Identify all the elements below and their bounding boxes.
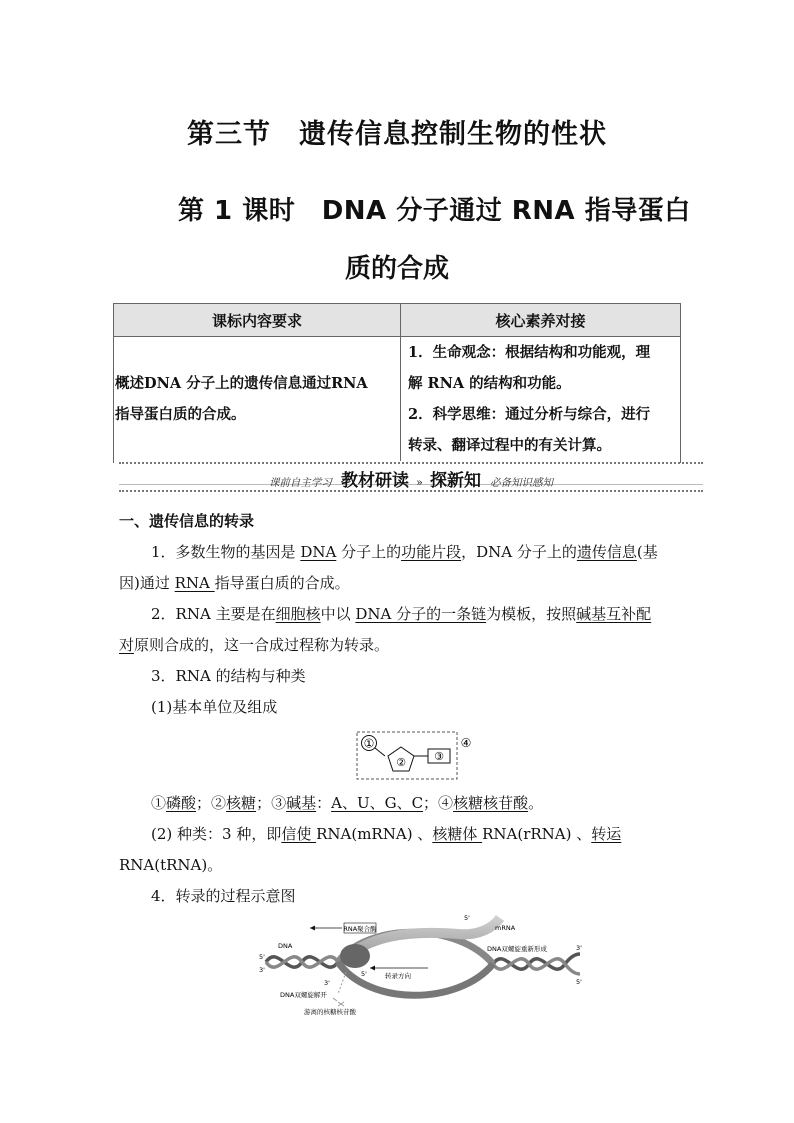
text-run: 2．RNA 主要是在 xyxy=(151,605,276,623)
paragraph-4 xyxy=(151,819,685,850)
heading-rna-structure: 3．RNA 的结构与种类 xyxy=(151,667,306,685)
table-tick xyxy=(113,459,114,463)
paragraph-1 xyxy=(151,537,685,568)
answer-blank: 功能片段 xyxy=(401,543,462,561)
section-banner xyxy=(119,462,703,492)
subheading-basic-unit: (1)基本单位及组成 xyxy=(151,698,278,716)
answer-blank: 碱基互补配 xyxy=(576,605,652,623)
standards-table xyxy=(113,303,681,461)
label-dna: DNA xyxy=(278,942,293,950)
text-run: 1．多数生物的基因是 xyxy=(151,543,301,561)
dna-right-helix xyxy=(493,954,580,974)
text-run: ，DNA 分子上的 xyxy=(461,543,577,561)
label-2: ② xyxy=(396,756,406,769)
nucleotide-diagram xyxy=(356,731,476,781)
free-nucleotides-icon xyxy=(333,998,344,1006)
label-3-prime-left: 3' xyxy=(259,966,265,974)
text-run: 中以 xyxy=(320,605,356,623)
answer-blank: 细胞核 xyxy=(275,605,321,623)
standards-line: 指导蛋白质的合成。 xyxy=(115,406,246,423)
label-5-prime-mid: 5' xyxy=(361,970,367,978)
answer-blank: DNA xyxy=(300,543,337,561)
label-mrna: mRNA xyxy=(495,924,516,932)
competence-cell xyxy=(401,337,681,462)
banner-main-text: 教材研读 xyxy=(341,471,410,491)
text-run: RNA(rRNA) 、 xyxy=(482,825,592,843)
answer-blank: RNA xyxy=(174,574,215,592)
answer-blank: 核糖 xyxy=(226,794,257,812)
rna-polymerase xyxy=(340,944,370,968)
competence-line: 解 RNA 的结构和功能。 xyxy=(408,375,571,392)
paragraph-2 xyxy=(151,599,685,630)
text-run: 分子上的 xyxy=(336,543,402,561)
answer-blank: 信使 xyxy=(281,825,317,843)
banner-left-text: 课前自主学习 xyxy=(268,477,332,489)
text-run: 指导蛋白质的合成。 xyxy=(214,574,350,592)
label-transcription-direction: 转录方向 xyxy=(385,972,411,980)
answer-blank: A、U、G、C xyxy=(331,794,424,812)
heading-transcription: 一、遗传信息的转录 xyxy=(119,512,255,530)
answer-blank: 核糖核苷酸 xyxy=(453,794,529,812)
competence-line: 转录、翻译过程中的有关计算。 xyxy=(408,437,611,454)
label-3: ③ xyxy=(434,750,444,763)
label-4: ④ xyxy=(460,736,472,750)
competence-line: 1．生命观念：根据结构和功能观，理 xyxy=(408,344,651,361)
dna-left-helix xyxy=(266,957,338,967)
label-free-nucleotides: 游离的核糖核苷酸 xyxy=(304,1008,356,1016)
paragraph-4-cont: RNA(tRNA)。 xyxy=(119,856,223,874)
label-dna-rewind: DNA双螺旋重新形成 xyxy=(487,945,547,953)
section-title: 第三节 遗传信息控制生物的性状 xyxy=(187,119,607,150)
paragraph-2-cont xyxy=(119,630,685,661)
text-run: RNA(mRNA) 、 xyxy=(316,825,433,843)
standards-line: 概述DNA 分子上的遗传信息通过RNA xyxy=(115,375,368,392)
heading-transcription-diagram: 4．转录的过程示意图 xyxy=(151,887,296,905)
label-5-prime-top: 5' xyxy=(464,914,470,922)
label-5-prime-right: 5' xyxy=(576,978,582,986)
text-run: (基 xyxy=(636,543,658,561)
answer-blank: 核糖体 xyxy=(432,825,483,843)
text-run: ： xyxy=(316,794,332,812)
paragraph-3 xyxy=(151,788,685,819)
banner-dotted-rule xyxy=(119,462,703,464)
text-run: 。 xyxy=(528,794,544,812)
banner-right-text: 必备知识感知 xyxy=(490,477,554,489)
text-run: 为模板，按照 xyxy=(486,605,577,623)
template-strand xyxy=(338,962,493,995)
banner-main-text-2: 探新知 xyxy=(429,471,481,491)
answer-blank: 转运 xyxy=(591,825,622,843)
header-standards: 课标内容要求 xyxy=(114,304,401,337)
text-run: 原则合成的，这一合成过程称为转录。 xyxy=(134,636,390,654)
competence-line: 2．科学思维：通过分析与综合，进行 xyxy=(408,406,651,423)
text-run: ① xyxy=(151,794,167,812)
text-run: 因)通过 xyxy=(119,574,175,592)
text-run: ；② xyxy=(196,794,227,812)
transcription-diagram xyxy=(258,914,588,1022)
label-dna-unwind: DNA双螺旋解开 xyxy=(280,991,327,999)
text-run: (2) 种类：3 种，即 xyxy=(151,825,282,843)
label-3-prime-mid: 3' xyxy=(324,979,330,987)
double-arrow-icon: » xyxy=(416,476,423,489)
text-run: ；③ xyxy=(256,794,287,812)
paragraph-1-cont xyxy=(119,568,685,599)
answer-blank: DNA 分子的一条链 xyxy=(355,605,487,623)
label-5-prime-left: 5' xyxy=(259,953,265,961)
standards-cell xyxy=(114,337,401,462)
answer-blank: 磷酸 xyxy=(166,794,197,812)
header-competence: 核心素养对接 xyxy=(401,304,681,337)
lesson-title-line2: 质的合成 xyxy=(344,254,449,284)
answer-blank: 对 xyxy=(119,636,135,654)
answer-blank: 碱基 xyxy=(286,794,317,812)
lesson-title-line1: 第 1 课时 DNA 分子通过 RNA 指导蛋白 xyxy=(178,196,691,226)
label-1: ① xyxy=(363,736,375,751)
label-rna-polymerase: RNA聚合酶 xyxy=(343,925,377,933)
text-run: ；④ xyxy=(423,794,454,812)
answer-blank: 遗传信息 xyxy=(576,543,637,561)
label-3-prime-right: 3' xyxy=(576,944,582,952)
